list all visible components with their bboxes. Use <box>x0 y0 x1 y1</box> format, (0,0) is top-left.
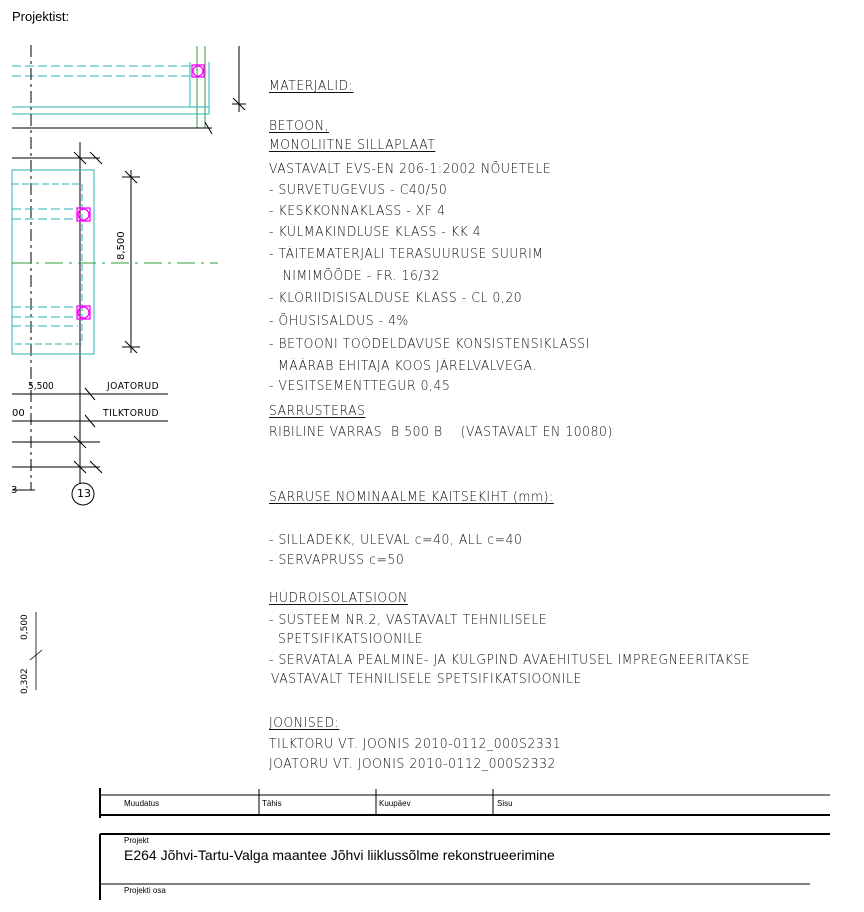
project-name: E264 Jõhvi-Tartu-Valga maantee Jõhvi liiklussõlme rekonstrueerimine <box>124 847 555 863</box>
pipe-label: JOATORUD <box>107 381 160 392</box>
structural-drawing <box>0 0 260 720</box>
concrete-subheading: MONOLIITNE SILLAPLAAT <box>269 138 436 153</box>
concrete-line: - KÜLMAKINDLUSE KLASS - KK 4 <box>269 225 482 240</box>
materials-heading: MATERJALID: <box>269 79 354 94</box>
col-date: Kuupäev <box>379 799 411 808</box>
level-label: 00 <box>12 408 25 419</box>
concrete-line: - KLORIIDISISALDUSE KLASS - CL 0,20 <box>269 291 523 306</box>
col-content: Sisu <box>497 799 513 808</box>
hydro-line: - SÜSTEEM NR.2, VASTAVALT TEHNILISELE <box>269 613 548 628</box>
drawings-line: JOATORU VT. JOONIS 2010-0112_000S2332 <box>269 757 556 772</box>
concrete-heading: BETOON, <box>269 119 330 134</box>
hydro-line: SPETSIFIKATSIOONILE <box>269 632 424 647</box>
pipe-label: TILKTORUD <box>103 408 159 419</box>
dimension-label: 8,500 <box>116 231 127 260</box>
drawings-heading: JOONISED: <box>269 716 340 731</box>
rebar-heading: SARRUSTERAS <box>269 404 366 419</box>
cover-heading: SARRUSE NOMINAALME KAITSEKIHT (mm): <box>269 490 554 505</box>
cover-line: - SERVAPRUSS c=50 <box>269 553 405 568</box>
concrete-line: NIMIMÕÕDE - FR. 16/32 <box>269 269 441 284</box>
pipe-marker <box>192 65 204 77</box>
concrete-line: - ÕHUSISALDUS - 4% <box>269 314 409 329</box>
pipe-marker <box>77 306 90 319</box>
side-dimension: 0,500 <box>20 614 30 640</box>
concrete-line: - SURVETUGEVUS - C40/50 <box>269 183 448 198</box>
hydro-line: VASTAVALT TEHNILISELE SPETSIFIKATSIOONILE <box>271 672 582 687</box>
concrete-line: MÄÄRAB EHITAJA KOOS JÄRELVALVEGA. <box>269 359 537 374</box>
level-label: 5,500 <box>28 381 54 392</box>
hydro-heading: HÜDROISOLATSIOON <box>269 591 408 606</box>
pipe-marker <box>77 208 90 221</box>
concrete-line: - KESKKONNAKLASS - XF 4 <box>269 204 446 219</box>
concrete-line: VASTAVALT EVS-EN 206-1:2002 NÕUETELE <box>269 162 552 177</box>
axis-label: 3 <box>11 485 18 496</box>
concrete-line: - TÄITEMATERJALI TERASUURUSE SUURIM <box>269 247 544 262</box>
col-mark: Tähis <box>262 799 282 808</box>
concrete-line: - BETOONI TÖÖDELDAVUSE KONSISTENSIKLASSI <box>269 337 590 352</box>
col-change: Muudatus <box>124 799 160 808</box>
side-dimension: 0,302 <box>20 668 30 694</box>
drawings-line: TILKTORU VT. JOONIS 2010-0112_000S2331 <box>269 737 562 752</box>
concrete-line: - VESITSEMENTTEGUR 0,45 <box>269 379 451 394</box>
part-label: Projekti osa <box>124 886 166 895</box>
axis-number: 13 <box>77 487 91 500</box>
project-label: Projekt <box>124 836 149 845</box>
hydro-line: - SERVATALA PEALMINE- JA KÜLGPIND AVAEHITUSEL IMPREGNEERITAKSE <box>269 653 751 668</box>
rebar-line: RIBILINE VARRAS B 500 B (VASTAVALT EN 10080) <box>269 425 613 440</box>
designer-label: Projektist: <box>12 9 70 24</box>
cover-line: - SILLADEKK, ÜLEVAL c=40, ALL c=40 <box>269 533 523 548</box>
